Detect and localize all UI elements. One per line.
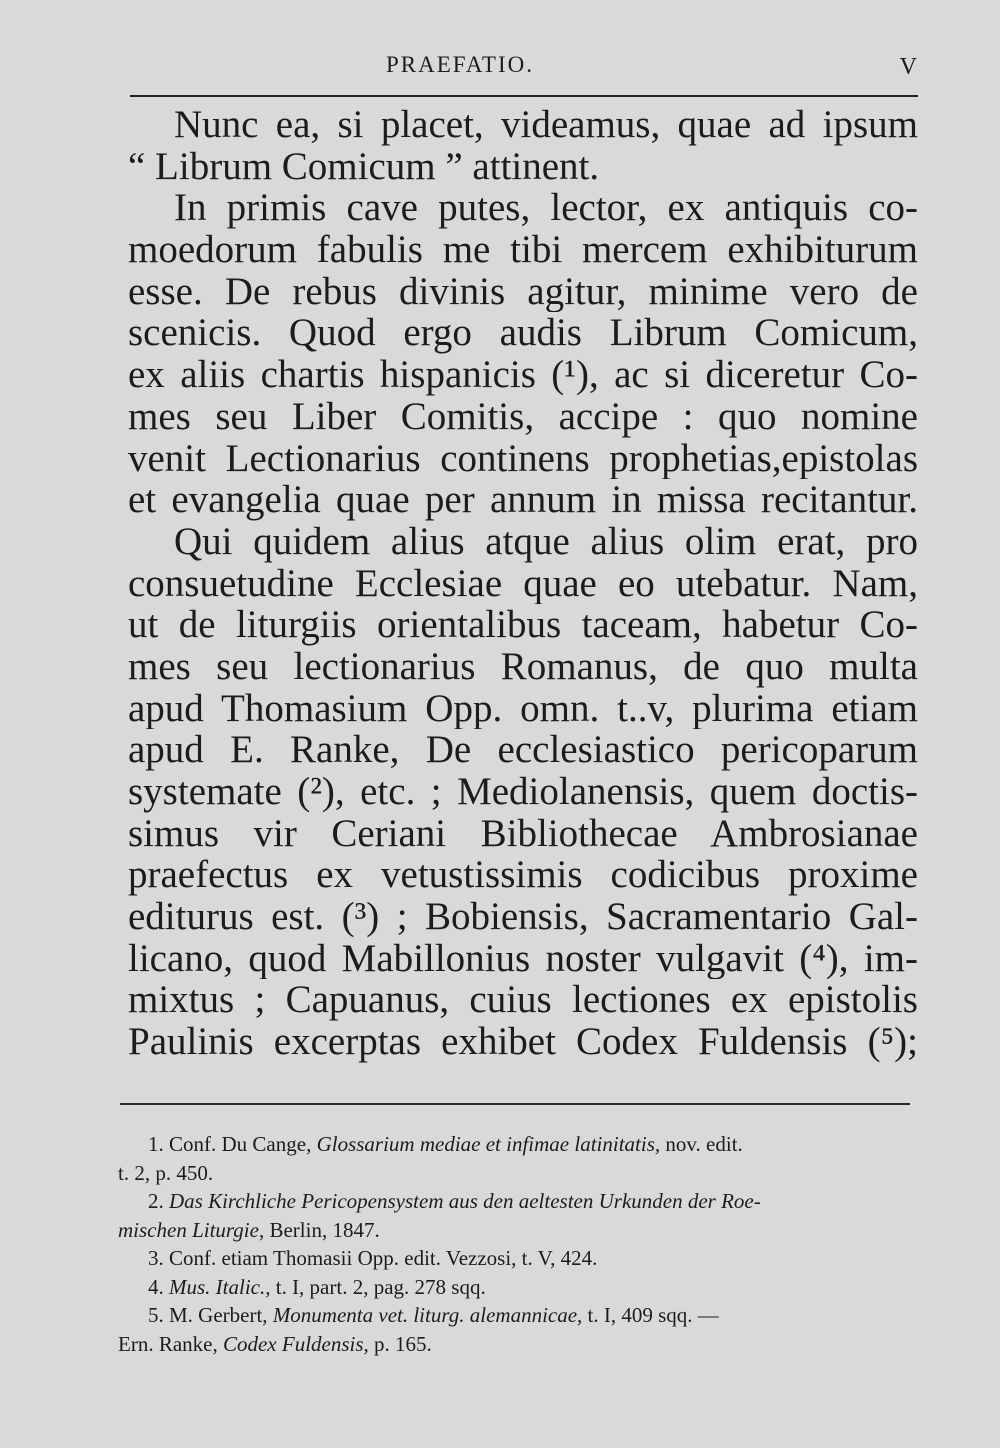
footnote-text: p. 165. (368, 1331, 432, 1356)
footnote-text: t. I, 409 sqq. — (582, 1303, 719, 1327)
footnote-text: nov. edit. (660, 1132, 743, 1156)
text-line: In primis cave putes, lector, ex antiquis co- (174, 187, 918, 230)
footnote-5 (118, 1301, 913, 1330)
text-line: scenicis. Quod ergo audis Librum Comicum, (128, 312, 918, 355)
footnote-rule (120, 1103, 910, 1105)
footnote-2-continued (118, 1216, 913, 1245)
text-line: mes seu lectionarius Romanus, de quo multa (128, 645, 918, 688)
footnote-title: mischen Liturgie (118, 1217, 259, 1242)
text-line: ex aliis chartis hispanicis (¹), ac si diceretur Co- (128, 354, 918, 396)
text-line: Qui quidem alius atque alius olim erat, pro (174, 520, 918, 563)
footnote-text: , Berlin, 1847. (258, 1217, 380, 1242)
text-line: praefectus ex vetustissimis codicibus proxime (128, 854, 918, 897)
footnote-title: Glossarium mediae et infimae latinitatis, (316, 1132, 661, 1156)
text-line: moedorum fabulis me tibi mercem exhibiturum (128, 229, 918, 271)
text-line: ut de liturgiis orientalibus taceam, habetur Co- (128, 604, 918, 646)
running-title: PRAEFATIO. (385, 52, 534, 77)
text-line: esse. De rebus divinis agitur, minime vero de (128, 270, 918, 313)
footnote-1 (118, 1130, 913, 1159)
body-text (128, 104, 918, 1063)
footnote-text: 2. (148, 1189, 169, 1213)
text-line: mes seu Liber Comitis, accipe : quo nomine (128, 395, 918, 438)
footnote-title: Monumenta vet. liturg. alemannicae, (272, 1303, 583, 1327)
text-line: venit Lectionarius continens prophetias,epistolas (128, 437, 918, 480)
text-line: et evangelia quae per annum in missa recitantur. (128, 479, 918, 521)
footnote-3: 3. Conf. etiam Thomasii Opp. edit. Vezzosi, t. V, 424. (148, 1246, 598, 1270)
footnote-title: Das Kirchliche Pericopensystem aus den aeltesten Urkunden der Roe- (169, 1189, 761, 1213)
text-line: apud E. Ranke, De ecclesiastico pericoparum (128, 729, 918, 771)
footnote-title: Codex Fuldensis, (222, 1331, 369, 1356)
footnote-text: t. I, part. 2, pag. 278 sqq. (270, 1274, 486, 1299)
footnote-title: Mus. Italic., (169, 1274, 271, 1299)
text-line: mixtus ; Capuanus, cuius lectiones ex epistolis (128, 979, 918, 1022)
text-line: consuetudine Ecclesiae quae eo utebatur. Nam, (128, 562, 918, 605)
text-line: Nunc ea, si placet, videamus, quae ad ipsum (174, 104, 918, 146)
text-line: simus vir Ceriani Bibliothecae Ambrosianae (128, 812, 918, 855)
footnote-4 (118, 1273, 913, 1302)
page-number: V (899, 54, 918, 80)
text-line: licano, quod Mabillonius noster vulgavit (⁴), im- (128, 937, 918, 980)
footnote-text: Ern. Ranke, (118, 1331, 223, 1356)
text-line: editurus est. (³) ; Bobiensis, Sacramentario Gal- (128, 896, 918, 938)
text-line: apud Thomasium Opp. omn. t..v, plurima etiam (128, 687, 918, 730)
footnote-5-continued (118, 1330, 913, 1359)
footnote-1-continued: t. 2, p. 450. (118, 1160, 214, 1185)
header-rule (130, 95, 918, 97)
footnote-text: 4. (148, 1274, 169, 1299)
running-head (130, 48, 918, 84)
text-line: “ Librum Comicum ” attinent. (128, 145, 600, 188)
text-line: Paulinis excerptas exhibet Codex Fuldensis (⁵); (128, 1021, 918, 1063)
footnote-2 (118, 1187, 913, 1216)
footnotes (118, 1130, 913, 1358)
footnote-text: 1. Conf. Du Cange, (148, 1132, 317, 1156)
footnote-text: 5. M. Gerbert, (148, 1303, 273, 1327)
text-line: systemate (²), etc. ; Mediolanensis, quem doctis- (128, 771, 918, 813)
